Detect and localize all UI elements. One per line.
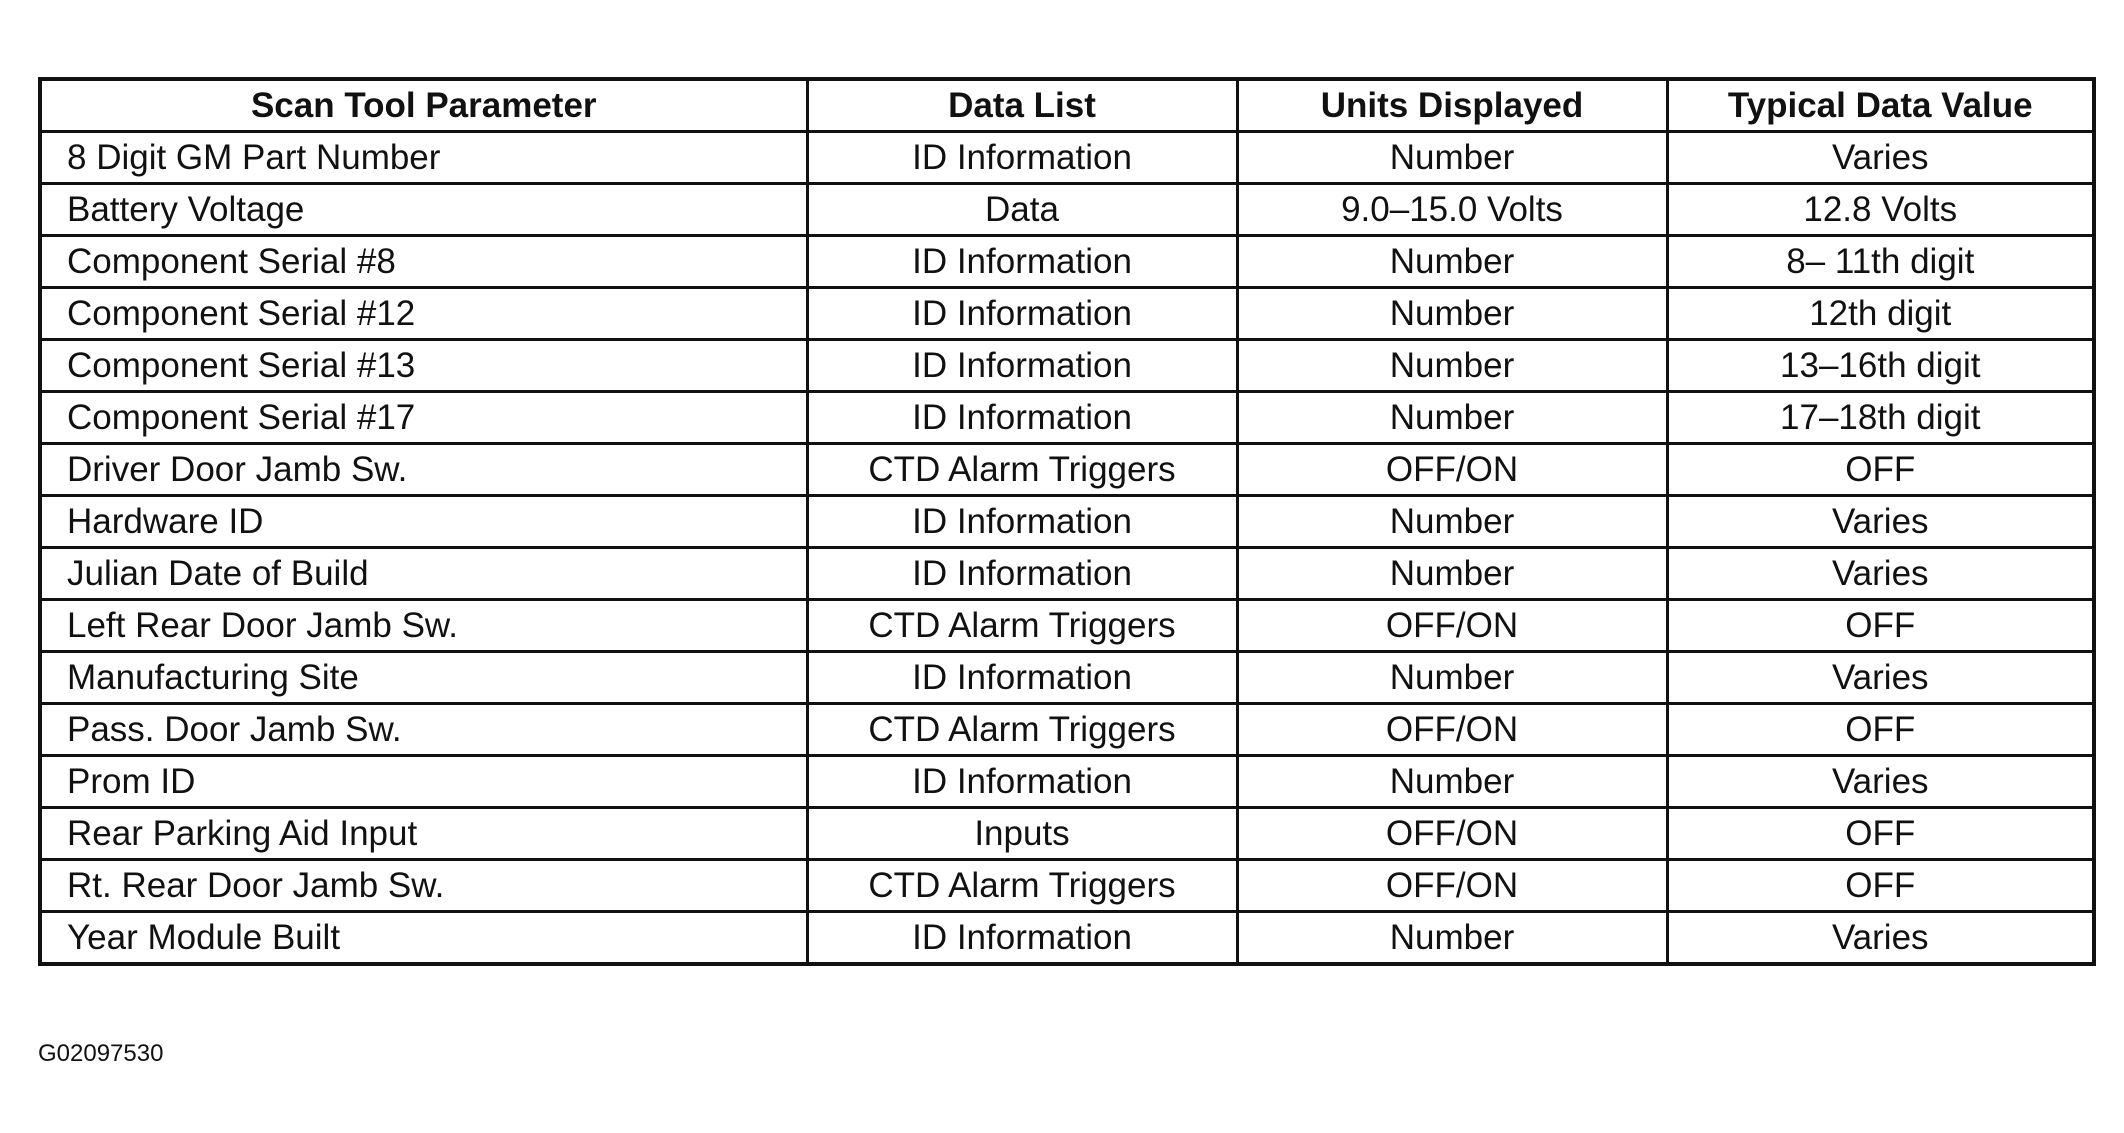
- cell-typical-value: OFF: [1667, 600, 2094, 652]
- cell-parameter: Prom ID: [40, 756, 807, 808]
- cell-units: Number: [1237, 756, 1667, 808]
- cell-units: Number: [1237, 496, 1667, 548]
- cell-units: OFF/ON: [1237, 444, 1667, 496]
- cell-data-list: ID Information: [807, 288, 1237, 340]
- cell-typical-value: 13–16th digit: [1667, 340, 2094, 392]
- cell-typical-value: OFF: [1667, 860, 2094, 912]
- cell-data-list: Inputs: [807, 808, 1237, 860]
- cell-units: Number: [1237, 652, 1667, 704]
- cell-typical-value: Varies: [1667, 756, 2094, 808]
- figure-id-label: G02097530: [38, 1040, 164, 1067]
- cell-parameter: Component Serial #12: [40, 288, 807, 340]
- cell-units: Number: [1237, 236, 1667, 288]
- table-row: [40, 652, 2094, 704]
- table-row: [40, 184, 2094, 236]
- cell-typical-value: Varies: [1667, 548, 2094, 600]
- header-units-displayed: Units Displayed: [1237, 79, 1667, 132]
- cell-typical-value: Varies: [1667, 496, 2094, 548]
- cell-data-list: ID Information: [807, 548, 1237, 600]
- table-row: [40, 236, 2094, 288]
- cell-data-list: CTD Alarm Triggers: [807, 600, 1237, 652]
- cell-parameter: Pass. Door Jamb Sw.: [40, 704, 807, 756]
- cell-units: 9.0–15.0 Volts: [1237, 184, 1667, 236]
- cell-parameter: Rt. Rear Door Jamb Sw.: [40, 860, 807, 912]
- cell-units: OFF/ON: [1237, 860, 1667, 912]
- scan-tool-data-table: [38, 77, 2096, 966]
- cell-parameter: Component Serial #8: [40, 236, 807, 288]
- cell-typical-value: OFF: [1667, 808, 2094, 860]
- cell-data-list: ID Information: [807, 652, 1237, 704]
- header-typical-data-value: Typical Data Value: [1667, 79, 2094, 132]
- table-row: [40, 600, 2094, 652]
- cell-data-list: CTD Alarm Triggers: [807, 860, 1237, 912]
- table-header-row: [40, 79, 2094, 132]
- cell-typical-value: OFF: [1667, 704, 2094, 756]
- cell-units: OFF/ON: [1237, 600, 1667, 652]
- cell-parameter: Manufacturing Site: [40, 652, 807, 704]
- cell-parameter: Component Serial #17: [40, 392, 807, 444]
- cell-data-list: Data: [807, 184, 1237, 236]
- cell-parameter: Hardware ID: [40, 496, 807, 548]
- cell-units: Number: [1237, 912, 1667, 965]
- cell-units: OFF/ON: [1237, 808, 1667, 860]
- cell-parameter: Julian Date of Build: [40, 548, 807, 600]
- table-row: [40, 392, 2094, 444]
- cell-parameter: 8 Digit GM Part Number: [40, 132, 807, 184]
- cell-parameter: Left Rear Door Jamb Sw.: [40, 600, 807, 652]
- cell-units: Number: [1237, 288, 1667, 340]
- table-row: [40, 756, 2094, 808]
- cell-data-list: ID Information: [807, 756, 1237, 808]
- cell-typical-value: Varies: [1667, 912, 2094, 965]
- cell-units: Number: [1237, 132, 1667, 184]
- cell-units: Number: [1237, 340, 1667, 392]
- table-body: [40, 132, 2094, 965]
- header-data-list: Data List: [807, 79, 1237, 132]
- cell-parameter: Component Serial #13: [40, 340, 807, 392]
- cell-units: Number: [1237, 548, 1667, 600]
- table-row: [40, 444, 2094, 496]
- cell-typical-value: OFF: [1667, 444, 2094, 496]
- table-row: [40, 808, 2094, 860]
- cell-parameter: Rear Parking Aid Input: [40, 808, 807, 860]
- cell-data-list: ID Information: [807, 236, 1237, 288]
- cell-typical-value: 12th digit: [1667, 288, 2094, 340]
- header-scan-tool-parameter: Scan Tool Parameter: [40, 79, 807, 132]
- table-row: [40, 340, 2094, 392]
- cell-typical-value: Varies: [1667, 652, 2094, 704]
- table-row: [40, 860, 2094, 912]
- table-row: [40, 548, 2094, 600]
- table-row: [40, 912, 2094, 965]
- cell-data-list: ID Information: [807, 496, 1237, 548]
- table-row: [40, 288, 2094, 340]
- cell-data-list: CTD Alarm Triggers: [807, 444, 1237, 496]
- cell-parameter: Year Module Built: [40, 912, 807, 965]
- cell-data-list: CTD Alarm Triggers: [807, 704, 1237, 756]
- cell-data-list: ID Information: [807, 340, 1237, 392]
- cell-parameter: Driver Door Jamb Sw.: [40, 444, 807, 496]
- cell-data-list: ID Information: [807, 392, 1237, 444]
- table-row: [40, 704, 2094, 756]
- cell-data-list: ID Information: [807, 912, 1237, 965]
- cell-typical-value: Varies: [1667, 132, 2094, 184]
- cell-typical-value: 17–18th digit: [1667, 392, 2094, 444]
- cell-typical-value: 12.8 Volts: [1667, 184, 2094, 236]
- cell-units: OFF/ON: [1237, 704, 1667, 756]
- cell-parameter: Battery Voltage: [40, 184, 807, 236]
- cell-units: Number: [1237, 392, 1667, 444]
- cell-typical-value: 8– 11th digit: [1667, 236, 2094, 288]
- cell-data-list: ID Information: [807, 132, 1237, 184]
- table-row: [40, 496, 2094, 548]
- table-row: [40, 132, 2094, 184]
